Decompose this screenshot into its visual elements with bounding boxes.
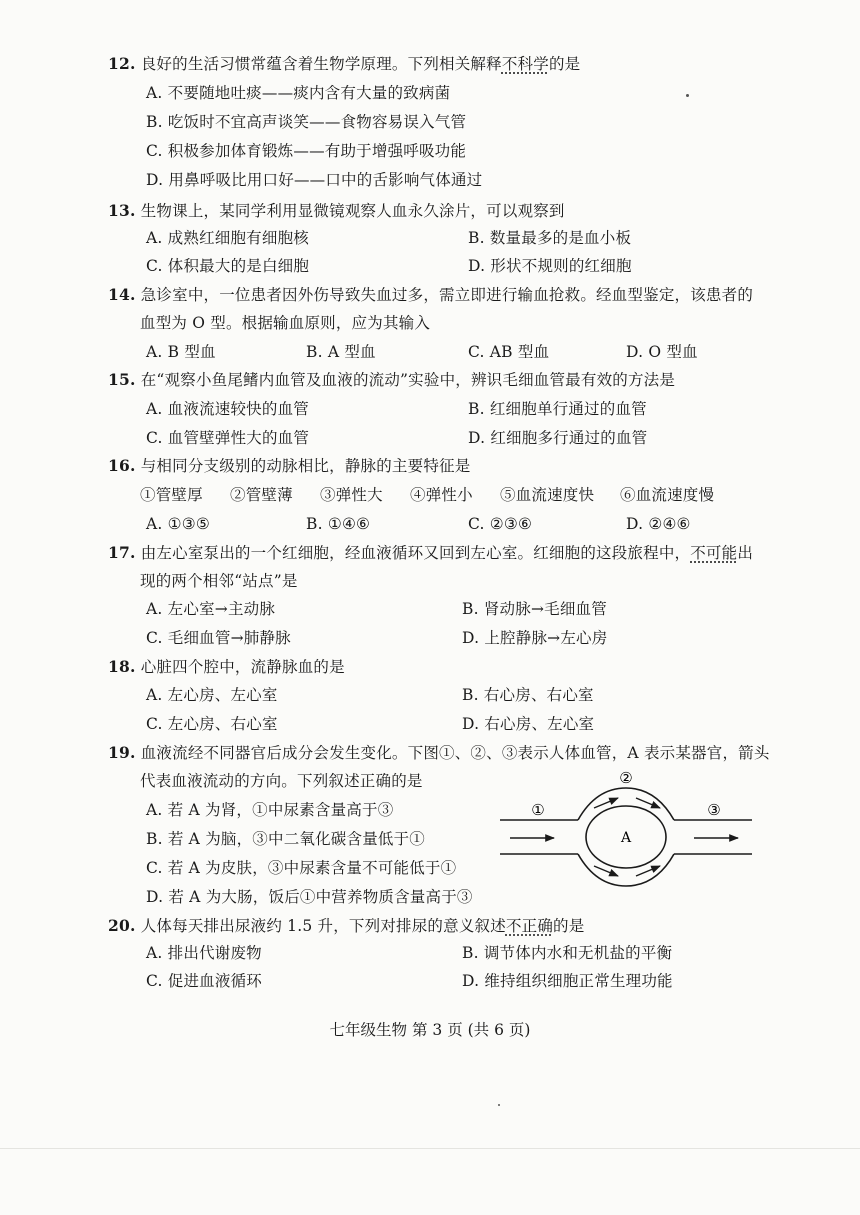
option-17a [146,599,275,619]
question-19-stem [108,743,770,763]
option-text: ②③⑥ [489,515,533,533]
option-text: 右心房、左心室 [484,715,595,733]
question-number: 14. [108,285,136,304]
option-text: ①④⑥ [327,515,371,533]
option-text: ①③⑤ [167,515,210,533]
option-text: 若 A 为大肠，饭后①中营养物质含量高于③ [168,888,473,906]
option-text: 若 A 为脑，③中二氧化碳含量低于① [167,830,426,848]
question-number: 13. [108,201,136,220]
question-number: 12. [108,54,136,73]
option-text: 毛细血管→肺静脉 [167,629,291,647]
stem-text: 生物课上，某同学利用显微镜观察人血永久涂片，可以观察到 [140,202,565,220]
page-edge [0,1148,860,1149]
stem-text: 急诊室中，一位患者因外伤导致失血过多，需立即进行输血抢救。经血型鉴定，该患者的 [140,286,754,304]
option-text: 不要随地吐痰——痰内含有大量的致病菌 [167,84,451,102]
option-18a [146,685,278,705]
blood-vessel-diagram [496,770,756,900]
option-15a [146,399,309,419]
option-label: D. [468,257,486,275]
option-text: A 型血 [327,343,376,361]
option-12c [146,141,466,161]
scan-speck [498,1104,500,1106]
option-label: A. [146,801,163,819]
option-text: AB 型血 [489,343,550,361]
option-text: 吃饭时不宜高声谈笑——食物容易误入气管 [167,113,467,131]
capillary-outer-top [578,788,674,820]
option-text: 形状不规则的红细胞 [490,257,632,275]
option-16c [468,514,532,534]
option-18b [462,685,594,705]
option-17c [146,628,291,648]
option-text: 红细胞单行通过的血管 [489,400,647,418]
option-label: B. [462,686,479,704]
option-label: C. [146,859,163,877]
option-20a [146,943,262,963]
stem-text: 的是 [548,55,581,73]
option-20b [462,943,672,963]
option-19c [146,858,456,878]
option-label: B. [146,830,163,848]
question-number: 16. [108,456,136,475]
label-vessel-3: ③ [707,801,721,819]
feature-5: ⑤血流速度快 [500,486,595,504]
option-16d [626,514,691,534]
option-text: 若 A 为肾，①中尿素含量高于③ [167,801,394,819]
option-text: 积极参加体育锻炼——有助于增强呼吸功能 [167,142,467,160]
option-text: 右心房、右心室 [483,686,594,704]
option-text: 左心房、右心室 [167,715,278,733]
option-14d [626,342,698,362]
stem-text: 血液流经不同器官后成分会发生变化。下图①、②、③表示人体血管，A 表示某器官，箭头 [140,744,770,762]
question-number: 18. [108,657,136,676]
option-13c [146,256,309,276]
option-label: A. [146,84,163,102]
option-label: D. [146,171,164,189]
option-text: 左心室→主动脉 [167,600,276,618]
option-label: D. [462,715,480,733]
question-13-stem [108,201,565,221]
option-label: C. [146,257,163,275]
option-text: 肾动脉→毛细血管 [483,600,607,618]
option-text: 调节体内水和无机盐的平衡 [483,944,673,962]
option-label: B. [468,229,485,247]
option-text: 左心房、左心室 [167,686,278,704]
question-16-stem [108,456,470,476]
scan-speck [686,94,689,97]
option-text: ②④⑥ [648,515,691,533]
option-text: 若 A 为皮肤，③中尿素含量不可能低于① [167,859,457,877]
feature-6: ⑥血流速度慢 [620,486,715,504]
stem-text: 在“观察小鱼尾鳍内血管及血液的流动”实验中，辨识毛细血管最有效的方法是 [140,371,676,389]
option-13a [146,228,309,248]
stem-text: 人体每天排出尿液约 1.5 升，下列对排尿的意义叙述 [140,917,506,935]
question-number: 20. [108,916,136,935]
question-18-stem [108,657,345,677]
option-17d [462,628,607,648]
label-vessel-1: ① [531,801,545,819]
page-footer: 七年级生物 第 3 页 (共 6 页) [329,1021,531,1039]
option-text: 上腔静脉→左心房 [484,629,608,647]
option-15b [468,399,647,419]
stem-emphasis: 不可能 [690,544,738,562]
option-text: 血液流速较快的血管 [167,400,309,418]
option-label: B. [306,515,323,533]
option-label: C. [146,629,163,647]
option-14c [468,342,549,362]
option-text: 红细胞多行通过的血管 [490,429,648,447]
option-label: A. [146,600,163,618]
question-number: 17. [108,543,136,562]
option-label: A. [146,229,163,247]
option-label: D. [462,972,480,990]
option-12a [146,83,450,103]
question-20-stem [108,916,584,936]
option-text: 成熟红细胞有细胞核 [167,229,309,247]
stem-emphasis: 不科学 [501,55,549,73]
option-label: C. [146,715,163,733]
option-label: C. [468,343,485,361]
option-label: D. [468,429,486,447]
question-14-stem-line2: 血型为 O 型。根据输血原则，应为其输入 [140,314,431,332]
option-label: B. [462,600,479,618]
stem-text: 良好的生活习惯常蕴含着生物学原理。下列相关解释 [140,55,502,73]
option-13b [468,228,631,248]
option-label: B. [146,113,163,131]
option-text: 血管壁弹性大的血管 [167,429,310,447]
option-16b [306,514,370,534]
option-12d [146,170,482,190]
option-text: 数量最多的是血小板 [489,229,632,247]
option-label: D. [626,515,644,533]
option-14b [306,342,376,362]
option-label: B. [468,400,485,418]
label-organ-a: A [620,830,632,846]
option-19d [146,887,473,907]
option-19b [146,829,425,849]
stem-text: 由左心室泵出的一个红细胞，经血液循环又回到左心室。红细胞的这段旅程中， [140,544,691,562]
feature-2: ②管壁薄 [230,486,293,504]
option-text: 体积最大的是白细胞 [167,257,310,275]
option-18d [462,714,594,734]
option-text: 维持组织细胞正常生理功能 [484,972,673,990]
stem-text: 出 [737,544,754,562]
question-12-stem [108,54,580,74]
option-14a [146,342,216,362]
feature-4: ④弹性小 [410,486,473,504]
option-label: A. [146,400,163,418]
question-17-stem [108,543,753,563]
label-vessel-2: ② [619,770,633,787]
option-text: 用鼻呼吸比用口好——口中的舌影响气体通过 [168,171,483,189]
option-text: 促进血液循环 [167,972,262,990]
option-13d [468,256,632,276]
option-text: O 型血 [648,343,698,361]
option-17b [462,599,607,619]
option-label: A. [146,343,163,361]
option-label: D. [462,629,480,647]
option-label: D. [146,888,164,906]
option-label: B. [462,944,479,962]
option-label: A. [146,686,163,704]
question-15-stem [108,370,675,390]
option-label: C. [146,142,163,160]
option-text: 排出代谢废物 [167,944,262,962]
option-16a [146,514,210,534]
option-18c [146,714,278,734]
option-label: C. [146,429,163,447]
option-label: C. [468,515,485,533]
option-label: C. [146,972,163,990]
question-14-stem [108,285,753,305]
option-label: B. [306,343,323,361]
stem-text: 心脏四个腔中，流静脉血的是 [140,658,345,676]
question-number: 15. [108,370,136,389]
question-17-stem-line2: 现的两个相邻“站点”是 [140,572,298,590]
option-15d [468,428,647,448]
capillary-outer-bottom [578,854,674,886]
question-number: 19. [108,743,136,762]
option-19a [146,800,393,820]
option-text: B 型血 [167,343,216,361]
stem-emphasis: 不正确 [505,917,554,935]
option-15c [146,428,309,448]
option-20d [462,971,673,991]
stem-text: 的是 [553,917,585,935]
option-20c [146,971,262,991]
option-label: D. [626,343,644,361]
option-label: A. [146,515,163,533]
stem-text: 与相同分支级别的动脉相比，静脉的主要特征是 [140,457,471,475]
option-12b [146,112,466,132]
option-label: A. [146,944,163,962]
feature-1: ①管壁厚 [140,486,203,504]
question-19-stem-line2: 代表血液流动的方向。下列叙述正确的是 [140,772,423,790]
feature-3: ③弹性大 [320,486,383,504]
